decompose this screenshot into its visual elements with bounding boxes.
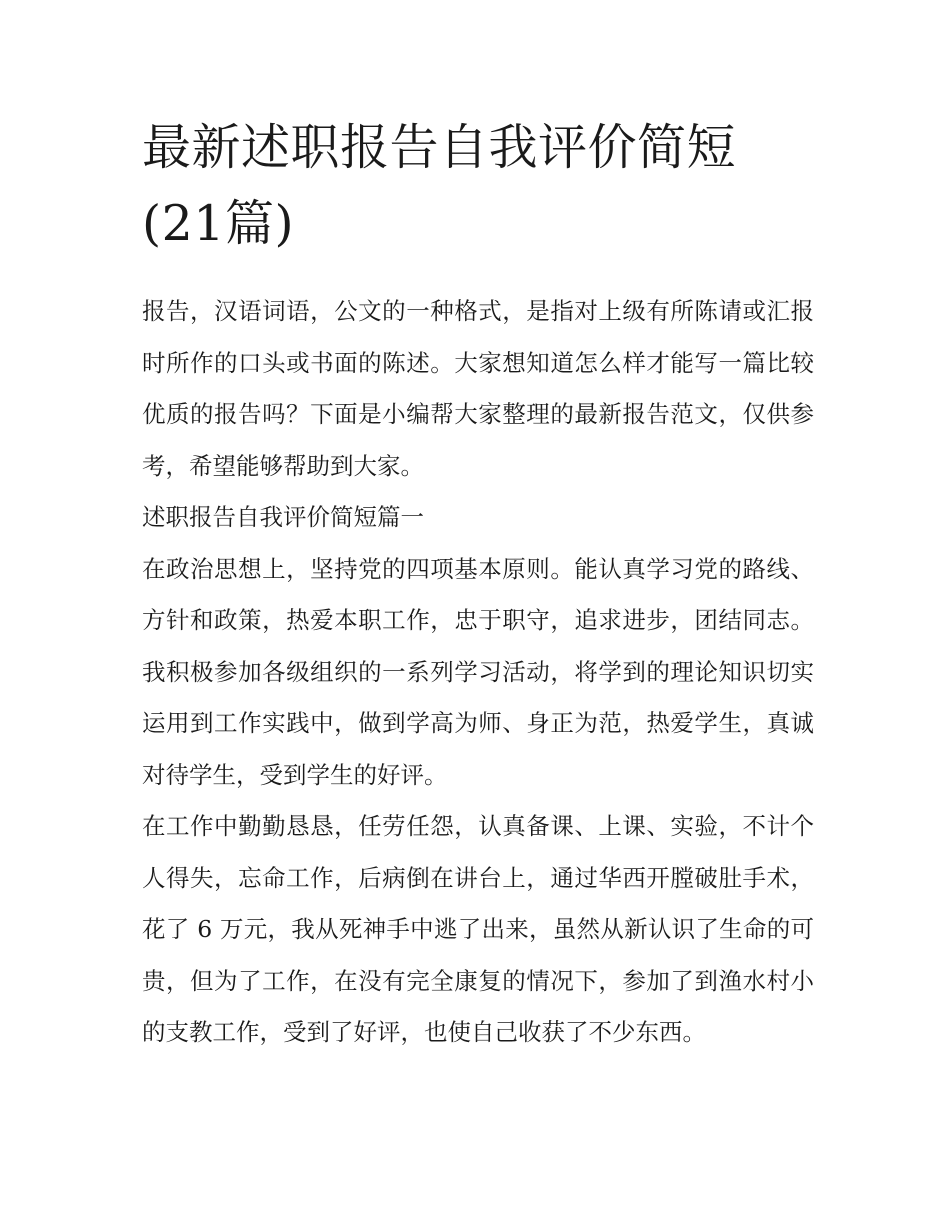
section-heading: 述职报告自我评价简短篇一: [142, 503, 424, 531]
document-title: 最新述职报告自我评价简短(21篇): [142, 119, 737, 252]
body-paragraph: 在工作中勤勤恳恳，任劳任怨，认真备课、上课、实验，不计个人得失，忘命工作，后病倒在讲台上，通过华西开膛破肚手术，花了 6 万元，我从死神手中逃了出来，虽然从新认识了生命的可贵，但为了工作，在没有完全康复的情况下，参加了到渔水村小的支教工作，受到了好评，也使自己收获了不少东西。: [142, 812, 814, 1046]
body-paragraph: 在政治思想上，坚持党的四项基本原则。能认真学习党的路线、方针和政策，热爱本职工作，忠于职守，追求进步，团结同志。我积极参加各级组织的一系列学习活动，将学到的理论知识切实运用到工作实践中，做到学高为师、身正为范，热爱学生，真诚对待学生，受到学生的好评。: [142, 554, 814, 789]
document-page: [142, 110, 814, 1059]
intro-paragraph: 报告，汉语词语，公文的一种格式，是指对上级有所陈请或汇报时所作的口头或书面的陈述。大家想知道怎么样才能写一篇比较优质的报告吗？下面是小编帮大家整理的最新报告范文，仅供参考，希望能够帮助到大家。: [142, 297, 814, 480]
